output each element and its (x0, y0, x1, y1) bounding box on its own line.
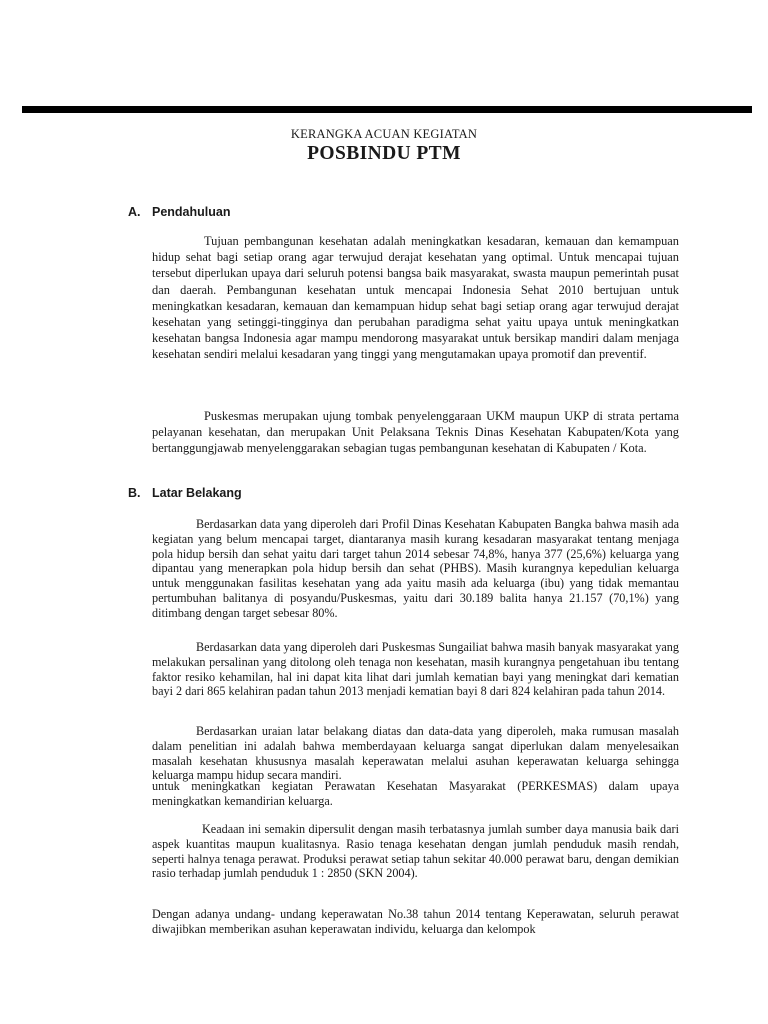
section-a-paragraph-2: Puskesmas merupakan ujung tombak penyelenggaraan UKM maupun UKP di strata pertama pelayanan kesehatan, dan merupakan Unit Pelaksana Teknis Dinas Kesehatan Kabupaten/Kota yang bertanggungjawab menyelenggarakan sebagian tugas pembangunan kesehatan di Kabupaten / Kota. (152, 409, 679, 456)
section-b-paragraph-4: untuk meningkatkan kegiatan Perawatan Kesehatan Masyarakat (PERKESMAS) dalam upaya meningkatkan kemandirian keluarga. (152, 779, 679, 808)
document-subtitle: KERANGKA ACUAN KEGIATAN (290, 127, 478, 141)
section-b-paragraph-6: Dengan adanya undang- undang keperawatan No.38 tahun 2014 tentang Keperawatan, seluruh perawat diwajibkan memberikan asuhan keperawatan individu, keluarga dan kelompok (152, 907, 679, 936)
section-a-heading (128, 205, 230, 219)
section-a-paragraph-1: Tujuan pembangunan kesehatan adalah meningkatkan kesadaran, kemauan dan kemampuan hidup sehat bagi setiap orang agar terwujud derajat kesehatan yang optimal. Untuk mencapai tujuan tersebut diperlukan upaya dari seluruh potensi bangsa baik masyarakat, swasta maupun pemerintah pusat dan daerah. Pembangunan kesehatan untuk mencapai Indonesia Sehat 2010 bertujuan untuk meningkatkan kesadaran, kemauan dan kemampuan hidup sehat bagi setiap orang agar terwujud derajat kesehatan yang setinggi-tingginya dan perubahan paradigma sehat yaitu upaya untuk meningkatkan kesehatan bangsa Indonesia agar mampu mendorong masyarakat untuk bersikap mandiri dalam menjaga kesehatan sendiri melalui kesadaran yang tinggi yang mengutamakan upaya promotif dan preventif. (152, 234, 679, 362)
section-b-title: Latar Belakang (152, 486, 242, 500)
document-title: POSBINDU PTM (307, 143, 461, 164)
section-b-heading (128, 486, 242, 500)
section-b-number: B. (128, 486, 141, 500)
section-b-paragraph-2: Berdasarkan data yang diperoleh dari Puskesmas Sungailiat bahwa masih banyak masyarakat yang melakukan persalinan yang ditolong oleh tenaga non kesehatan, masih kurangnya pengetahuan ibu tentang faktor resiko kehamilan, hal ini dapat kita lihat dari jumlah kematian bayi yang meningkat dari kematian bayi 2 dari 865 kelahiran padan tahun 2013 menjadi kematian bayi 8 dari 824 kelahiran pada tahun 2014. (152, 640, 679, 699)
header-rule (22, 106, 752, 113)
section-b-paragraph-1: Berdasarkan data yang diperoleh dari Profil Dinas Kesehatan Kabupaten Bangka bahwa masih ada kegiatan yang belum mencapai target, diantaranya masih kurang kesadaran masyarakat tentang menjaga pola hidup bersih dan sehat yaitu dari target tahun 2014 sebesar 74,8%, hanya 377 (25,6%) keluarga yang dipantau yang menerapkan pola hidup bersih dan sehat (PHBS). Masih kurangnya kepedulian keluarga untuk menggunakan fasilitas kesehatan yang ada yaitu masih ada keluarga (ibu) yang tidak memantau pertumbuhan balitanya di posyandu/Puskesmas, yaitu dari 30.189 balita hanya 21.157 (70,1%) yang ditimbang dengan target sebesar 80%. (152, 517, 679, 620)
section-b-paragraph-5: Keadaan ini semakin dipersulit dengan masih terbatasnya jumlah sumber daya manusia baik dari aspek kuantitas maupun kualitasnya. Rasio tenaga kesehatan dengan jumlah penduduk masih rendah, seperti halnya tenaga perawat. Produksi perawat setiap tahun sekitar 40.000 perawat baru, dengan demikian rasio terhadap jumlah penduduk 1 : 2850 (SKN 2004). (152, 822, 679, 881)
section-b-paragraph-3: Berdasarkan uraian latar belakang diatas dan data-data yang diperoleh, maka rumusan masalah dalam penelitian ini adalah bahwa memberdayaan keluarga sangat diperlukan dalam menyelesaikan masalah kesehatan khususnya masalah keperawatan melalui asuhan keperawatan keluarga sehingga keluarga mampu hidup secara mandiri. (152, 724, 679, 783)
section-a-number: A. (128, 205, 141, 219)
section-a-title: Pendahuluan (152, 205, 231, 219)
